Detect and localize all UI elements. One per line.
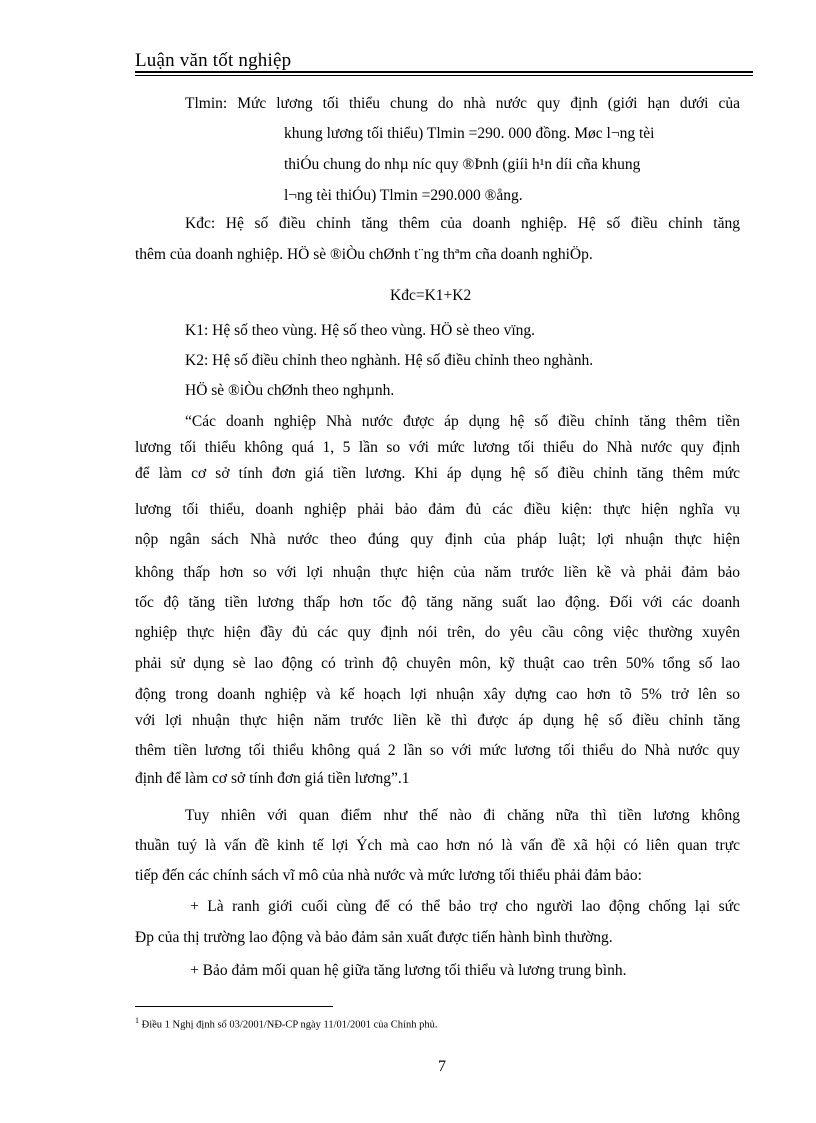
text-line: HÖ sè ®iÒu chØnh theo nghµnh. bbox=[185, 382, 395, 399]
text-line: K1: Hệ số theo vùng. Hệ số theo vùng. HÖ sè theo vïng. bbox=[185, 322, 535, 339]
bullet-line: + Là ranh giới cuối cùng để có thể bảo trợ cho người lao động chống lại sức bbox=[190, 898, 740, 915]
quote-line: tốc độ tăng tiền lương thấp hơn tốc độ tăng năng suất lao động. Đối với các doanh bbox=[135, 594, 740, 611]
quote-line: lương tối thiểu, doanh nghiệp phải bảo đảm đủ các điều kiện: thực hiện nghĩa vụ bbox=[135, 501, 740, 518]
footnote bbox=[135, 1016, 437, 1031]
bullet-line: Ðp của thị trường lao động và bảo đảm sản xuất được tiến hành bình thường. bbox=[135, 929, 613, 946]
footnote-marker: 1 bbox=[135, 1016, 139, 1025]
quote-line: lương tối thiểu không quá 1, 5 lần so với mức lương tối thiểu do Nhà nước quy định bbox=[135, 439, 740, 456]
quote-line: để làm cơ sở tính đơn giá tiền lương. Khi áp dụng hệ số điều chỉnh tăng thêm mức bbox=[135, 465, 740, 482]
text-line: thêm của doanh nghiệp. HÖ sè ®iÒu chØnh t¨ng thªm cña doanh nghiÖp. bbox=[135, 246, 593, 263]
quote-line: thêm tiền lương tối thiểu không quá 2 lần so với mức lương tối thiểu do Nhà nước quy bbox=[135, 742, 740, 759]
header-rule bbox=[135, 71, 753, 73]
text-line: Tuy nhiên với quan điểm như thế nào đi chăng nữa thì tiền lương không bbox=[185, 807, 740, 824]
quote-line: động trong doanh nghiệp và kế hoạch lợi nhuận xây dựng cao hơn tõ 5% trở lên so bbox=[135, 686, 740, 703]
header-title: Luận văn tốt nghiệp bbox=[135, 50, 292, 71]
page-number: 7 bbox=[438, 1058, 446, 1075]
text-line: thuần tuý là vấn đề kinh tế lợi Ých mà cao hơn nó là vấn đề xã hội có liên quan trực bbox=[135, 837, 740, 854]
footnote-text: Điều 1 Nghị định số 03/2001/NĐ-CP ngày 11/01/2001 của Chính phủ. bbox=[141, 1019, 438, 1031]
text-line: K2: Hệ số điều chỉnh theo nghành. Hệ số điều chỉnh theo nghành. bbox=[185, 352, 594, 369]
text-line: khung lương tối thiểu) Tlmin =290. 000 đồng. Møc l¬ng tèi bbox=[284, 125, 655, 142]
quote-line: định để làm cơ sở tính đơn giá tiền lương”.1 bbox=[135, 770, 410, 787]
quote-line: phải sử dụng sè lao động có trình độ chuyên môn, kỹ thuật cao trên 50% tổng số lao bbox=[135, 655, 740, 672]
formula: Kđc=K1+K2 bbox=[390, 287, 472, 304]
quote-line: nộp ngân sách Nhà nước theo đúng quy định của pháp luật; lợi nhuận thực hiện bbox=[135, 531, 740, 548]
text-line: thiÓu chung do nhµ níc quy ®Þnh (giíi h¹n díi cña khung bbox=[284, 156, 641, 173]
quote-line: với lợi nhuận thực hiện năm trước liền kề thì được áp dụng hệ số điều chỉnh tăng bbox=[135, 712, 740, 729]
text-line: tiếp đến các chính sách vĩ mô của nhà nước và mức lương tối thiểu phải đảm bảo: bbox=[135, 867, 642, 884]
quote-line: không thấp hơn so với lợi nhuận thực hiện của năm trước liền kề và phải đảm bảo bbox=[135, 564, 740, 581]
text-line: l¬ng tèi thiÓu) Tlmin =290.000 ®ång. bbox=[284, 187, 523, 204]
footnote-separator bbox=[135, 1006, 333, 1007]
bullet-line: + Bảo đảm mối quan hệ giữa tăng lương tối thiểu và lương trung bình. bbox=[190, 962, 627, 979]
text-line: Tlmin: Mức lương tối thiểu chung do nhà nước quy định (giới hạn dưới của bbox=[185, 95, 740, 112]
text-line: Kđc: Hệ số điều chỉnh tăng thêm của doanh nghiệp. Hệ số điều chỉnh tăng bbox=[185, 215, 740, 232]
quote-line: nghiệp thực hiện đầy đủ các quy định nói trên, do yêu cầu công việc thường xuyên bbox=[135, 624, 740, 641]
quote-line: “Các doanh nghiệp Nhà nước được áp dụng hệ số điều chỉnh tăng thêm tiền bbox=[185, 413, 740, 430]
header-rule-thin bbox=[135, 75, 753, 76]
